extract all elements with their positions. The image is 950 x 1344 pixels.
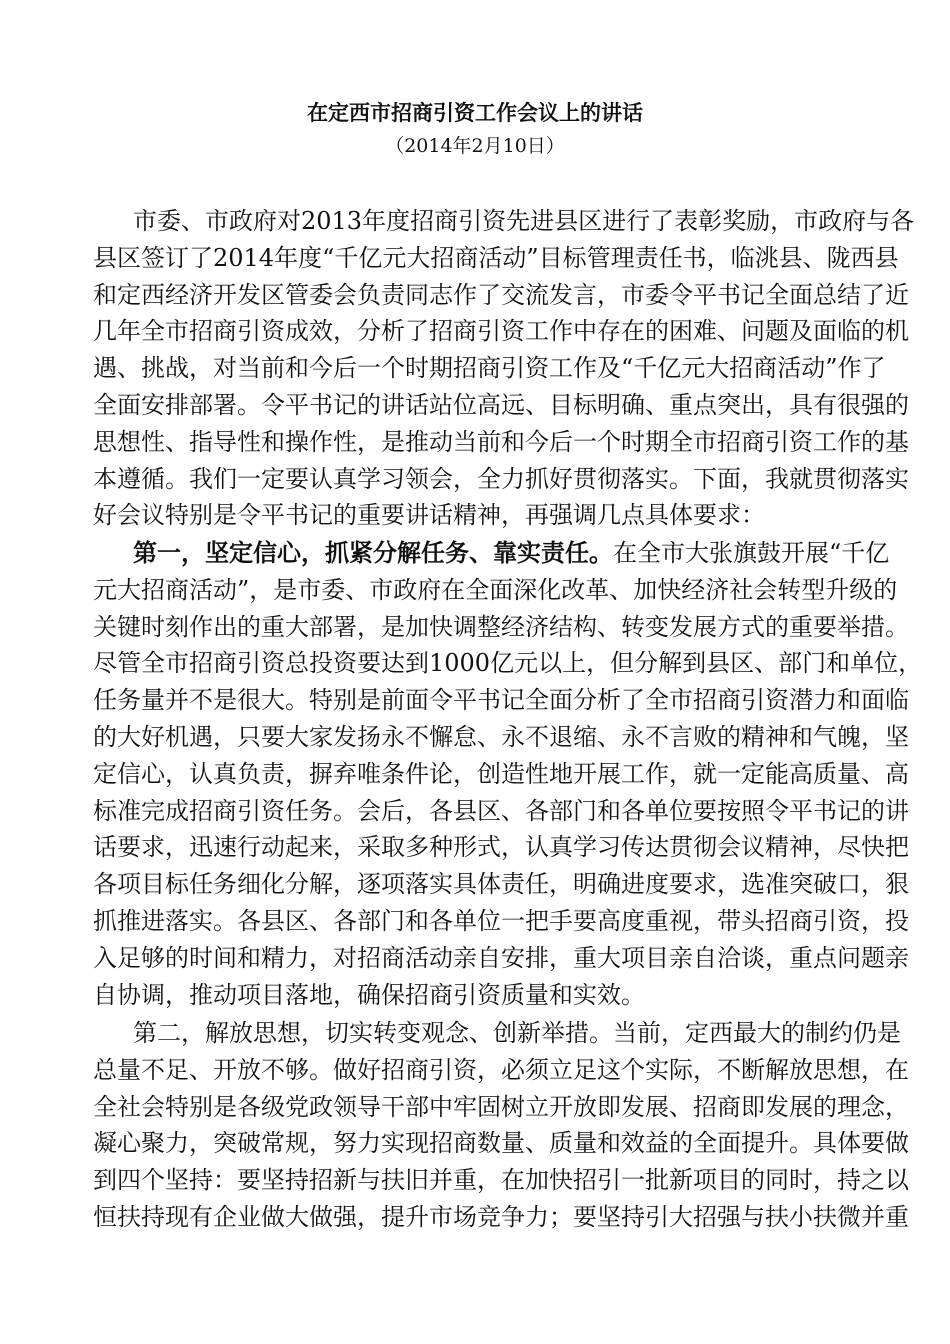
paragraph-line: 好会议特别是令平书记的重要讲话精神，再强调几点具体要求： <box>93 501 765 530</box>
paragraph-line: 县区签订了2014年度“千亿元大招商活动”目标管理责任书，临洮县、陇西县 <box>93 243 899 272</box>
paragraph-line: 抓推进落实。各县区、各部门和各单位一把手要高度重视，带头招商引资，投 <box>93 906 909 935</box>
paragraph-1 <box>93 203 915 534</box>
paragraph-line: 几年全市招商引资成效，分析了招商引资工作中存在的困难、问题及面临的机 <box>93 317 909 346</box>
paragraph-line: 遇、挑战，对当前和今后一个时期招商引资工作及“千亿元大招商活动”作了 <box>93 354 886 383</box>
bold-lead-heading: 第一，坚定信心，抓紧分解任务、靠实责任。 <box>133 538 613 567</box>
document-title: 在定西市招商引资工作会议上的讲话 <box>307 100 643 125</box>
paragraph-line: 和定西经济开发区管委会负责同志作了交流发言，市委令平书记全面总结了近 <box>93 280 909 309</box>
paragraph-line: 定信心，认真负责，摒弃唯条件论，创造性地开展工作，就一定能高质量、高 <box>93 759 909 788</box>
lead-continuation: 在全市大张旗鼓开展“千亿 <box>613 539 890 567</box>
paragraph-line <box>93 535 890 572</box>
paragraph-line: 入足够的时间和精力，对招商活动亲自安排，重大项目亲自洽谈，重点问题亲 <box>93 943 909 972</box>
paragraph-line: 市委、市政府对2013年度招商引资先进县区进行了表彰奖励，市政府与各 <box>133 207 915 235</box>
paragraph-3 <box>93 1015 909 1236</box>
paragraph-line: 思想性、指导性和操作性，是推动当前和今后一个时期全市招商引资工作的基 <box>93 427 909 456</box>
paragraph-line: 全社会特别是各级党政领导干部中牢固树立开放即发展、招商即发展的理念， <box>93 1092 909 1121</box>
document-date: （2014年2月10日） <box>385 135 565 157</box>
paragraph-line: 第二，解放思想，切实转变观念、创新举措。当前，定西最大的制约仍是 <box>133 1019 901 1047</box>
paragraph-line: 自协调，推动项目落地，确保招商引资质量和实效。 <box>93 980 645 1009</box>
paragraph-line: 全面安排部署。令平书记的讲话站位高远、目标明确、重点突出，具有很强的 <box>93 390 909 419</box>
paragraph-line: 各项目标任务细化分解，逐项落实具体责任，明确进度要求，选准突破口，狠 <box>93 870 909 899</box>
paragraph-line: 恒扶持现有企业做大做强，提升市场竞争力；要坚持引大招强与扶小扶微并重 <box>93 1202 909 1231</box>
paragraph-line: 元大招商活动”，是市委、市政府在全面深化改革、加快经济社会转型升级的 <box>93 575 898 604</box>
paragraph-line: 的大好机遇，只要大家发扬永不懈怠、永不退缩、永不言败的精神和气魄，坚 <box>93 722 909 751</box>
paragraph-line: 尽管全市招商引资总投资要达到1000亿元以上，但分解到县区、部门和单位， <box>93 649 923 678</box>
paragraph-line: 本遵循。我们一定要认真学习领会，全力抓好贯彻落实。下面，我就贯彻落实 <box>93 464 909 493</box>
paragraph-line: 到四个坚持：要坚持招新与扶旧并重，在加快招引一批新项目的同时，持之以 <box>93 1166 909 1195</box>
paragraph-line: 标准完成招商引资任务。会后，各县区、各部门和各单位要按照令平书记的讲 <box>93 796 909 825</box>
paragraph-line: 凝心聚力，突破常规，努力实现招商数量、质量和效益的全面提升。具体要做 <box>93 1129 909 1158</box>
paragraph-line: 总量不足、开放不够。做好招商引资，必须立足这个实际，不断解放思想，在 <box>93 1055 909 1084</box>
paragraph-line: 话要求，迅速行动起来，采取多种形式，认真学习传达贯彻会议精神，尽快把 <box>93 833 909 862</box>
paragraph-line: 任务量并不是很大。特别是前面令平书记全面分析了全市招商引资潜力和面临 <box>93 686 909 715</box>
paragraph-2 <box>93 535 923 1013</box>
paragraph-line: 关键时刻作出的重大部署，是加快调整经济结构、转变发展方式的重要举措。 <box>93 612 909 641</box>
